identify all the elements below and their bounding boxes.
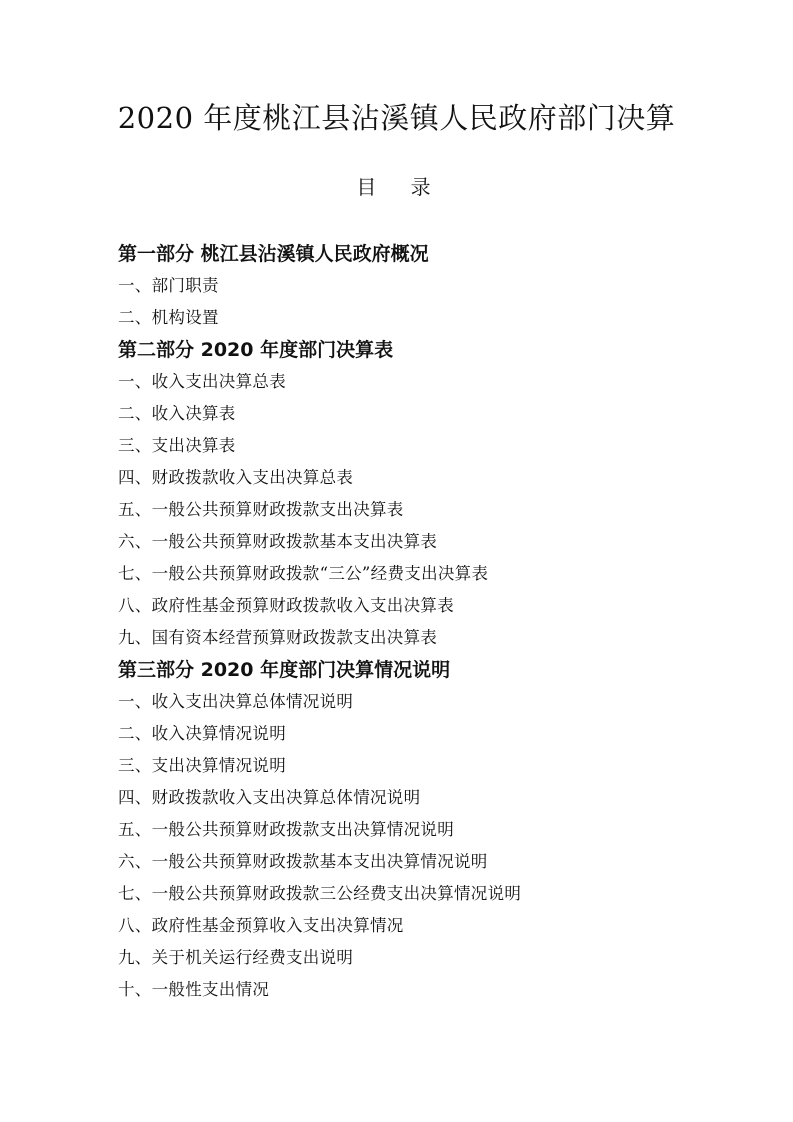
toc-item[interactable]: 十、一般性支出情况: [118, 980, 270, 999]
toc-part-2-heading[interactable]: 第二部分 2020 年度部门决算表: [118, 339, 394, 361]
toc-item[interactable]: 七、一般公共预算财政拨款“三公”经费支出决算表: [118, 564, 489, 583]
toc-part-1-heading[interactable]: 第一部分 桃江县沾溪镇人民政府概况: [118, 243, 429, 265]
document-title: 2020 年度桃江县沾溪镇人民政府部门决算: [117, 101, 676, 135]
toc-item[interactable]: 九、国有资本经营预算财政拨款支出决算表: [118, 628, 438, 647]
toc-item[interactable]: 二、收入决算表: [118, 404, 236, 423]
toc-item[interactable]: 四、财政拨款收入支出决算总表: [118, 468, 354, 487]
toc-item[interactable]: 一、部门职责: [118, 276, 219, 295]
toc-item[interactable]: 七、一般公共预算财政拨款三公经费支出决算情况说明: [118, 884, 522, 903]
toc-item[interactable]: 五、一般公共预算财政拨款支出决算表: [118, 500, 404, 519]
toc-item[interactable]: 五、一般公共预算财政拨款支出决算情况说明: [118, 820, 454, 839]
toc-part-3-heading[interactable]: 第三部分 2020 年度部门决算情况说明: [118, 659, 451, 681]
toc-item[interactable]: 一、收入支出决算总表: [118, 372, 286, 391]
table-of-contents: [118, 238, 718, 1006]
toc-item[interactable]: 二、机构设置: [118, 308, 219, 327]
toc-item[interactable]: 一、收入支出决算总体情况说明: [118, 692, 354, 711]
toc-item[interactable]: 三、支出决算情况说明: [118, 756, 286, 775]
toc-heading: 目 录: [356, 175, 445, 199]
toc-item[interactable]: 三、支出决算表: [118, 436, 236, 455]
toc-item[interactable]: 八、政府性基金预算财政拨款收入支出决算表: [118, 596, 454, 615]
toc-item[interactable]: 六、一般公共预算财政拨款基本支出决算情况说明: [118, 852, 488, 871]
toc-item[interactable]: 九、关于机关运行经费支出说明: [118, 948, 354, 967]
toc-item[interactable]: 八、政府性基金预算收入支出决算情况: [118, 916, 404, 935]
toc-item[interactable]: 六、一般公共预算财政拨款基本支出决算表: [118, 532, 438, 551]
toc-item[interactable]: 四、财政拨款收入支出决算总体情况说明: [118, 788, 421, 807]
toc-item[interactable]: 二、收入决算情况说明: [118, 724, 286, 743]
